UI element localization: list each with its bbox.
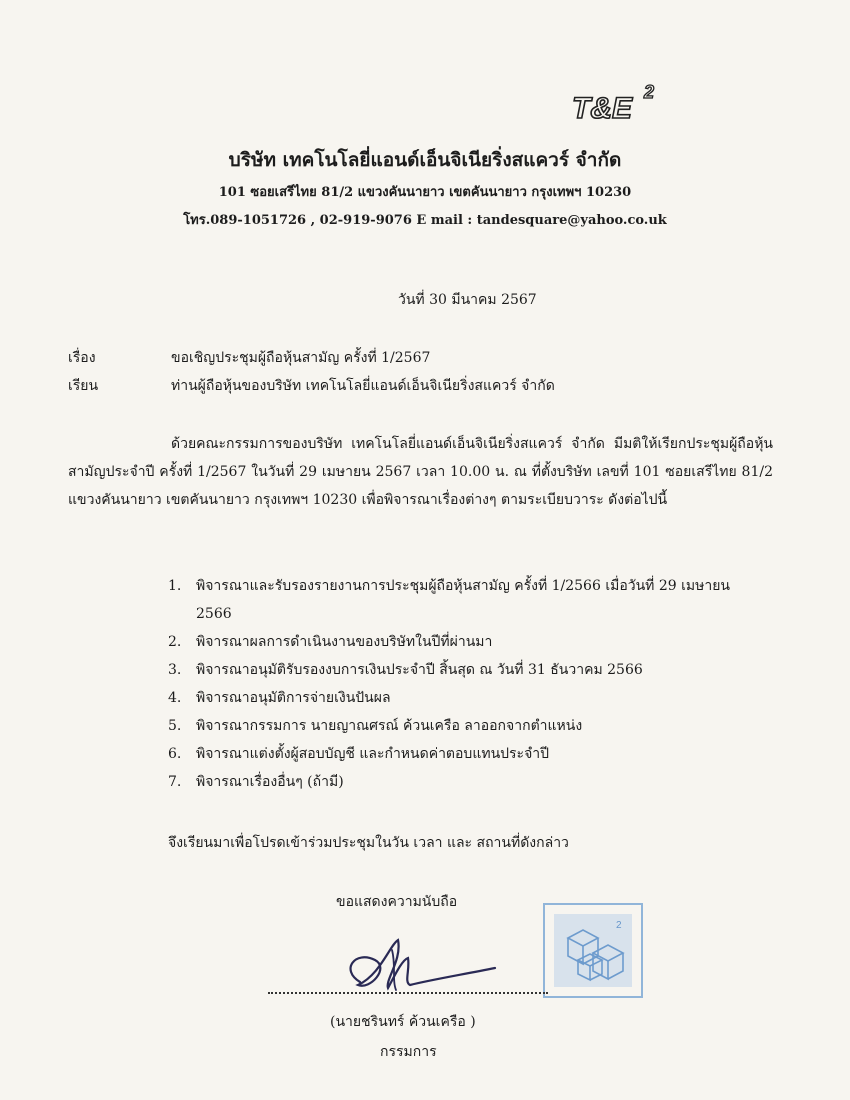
agenda-item: [168, 712, 758, 740]
agenda-item: [168, 768, 758, 796]
svg-text:2: 2: [616, 920, 622, 931]
company-contact: โทร.089-1051726 , 02-919-9076 E mail : tandesquare@yahoo.co.uk: [183, 213, 667, 228]
logo-superscript: 2: [644, 82, 655, 102]
company-address: 101 ซอยเสรีไทย 81/2 แขวงคันนายาว เขตคันนายาว กรุงเทพฯ 10230: [218, 185, 632, 200]
company-seal-icon: [538, 898, 648, 1003]
recipient-text: ท่านผู้ถือหุ้นของบริษัท เทคโนโลยี่แอนด์เอ็นจิเนียริ่งสแควร์ จำกัด: [171, 378, 555, 394]
agenda-item: [168, 740, 758, 768]
closing-line: จึงเรียนมาเพื่อโปรดเข้าร่วมประชุมในวัน เวลา และ สถานที่ดังกล่าว: [168, 835, 569, 851]
agenda-text: พิจารณาอนุมัติการจ่ายเงินปันผล: [196, 690, 391, 706]
agenda-number: 5.: [168, 718, 182, 734]
signature-line: [268, 992, 548, 994]
company-name: บริษัท เทคโนโลยี่แอนด์เอ็นจิเนียริ่งสแควร์ จำกัด: [228, 149, 622, 171]
agenda-text: พิจารณาผลการดำเนินงานของบริษัทในปีที่ผ่านมา: [196, 634, 493, 650]
agenda-text: พิจารณาแต่งตั้งผู้สอบบัญชี และกำหนดค่าตอบแทนประจำปี: [196, 746, 550, 762]
logo-text: T&E: [572, 92, 632, 125]
agenda-text: พิจารณากรรมการ นายญาณศรณ์ ค้วนเครือ ลาออกจากตำแหน่ง: [196, 718, 583, 734]
letter-date: วันที่ 30 มีนาคม 2567: [398, 292, 537, 308]
recipient-label: เรียน: [68, 378, 99, 394]
regards-line: ขอแสดงความนับถือ: [336, 894, 458, 910]
subject-text: ขอเชิญประชุมผู้ถือหุ้นสามัญ ครั้งที่ 1/2567: [171, 350, 431, 366]
agenda-list: [168, 572, 758, 796]
agenda-item: [168, 572, 758, 628]
agenda-number: 4.: [168, 690, 182, 706]
signer-name: (นายชรินทร์ ค้วนเครือ ): [330, 1014, 476, 1030]
agenda-number: 6.: [168, 746, 182, 762]
agenda-number: 3.: [168, 662, 182, 678]
agenda-item: [168, 656, 758, 684]
agenda-item: [168, 684, 758, 712]
body-paragraph: ด้วยคณะกรรมการของบริษัท เทคโนโลยี่แอนด์เอ็นจิเนียริ่งสแควร์ จำกัด มีมติให้เรียกประชุมผู้ถือหุ้นสามัญประจำปี ครั้งที่ 1/2567 ในวันที่ 29 เมษายน 2567 เวลา 10.00 น. ณ ที่ตั้งบริษัท เลขที่ 101 ซอยเสรีไทย 81/2 แขวงคันนายาว เขตคันนายาว กรุงเทพฯ 10230 เพื่อพิจารณาเรื่องต่างๆ ตามระเบียบวาระ ดังต่อไปนี้: [68, 436, 773, 508]
subject-label: เรื่อง: [68, 350, 96, 366]
agenda-item: [168, 628, 758, 656]
agenda-text: พิจารณาและรับรองรายงานการประชุมผู้ถือหุ้นสามัญ ครั้งที่ 1/2566 เมื่อวันที่ 29 เมษายน 2566: [196, 578, 730, 622]
handwritten-signature-icon: [330, 930, 510, 1000]
company-logo-icon: [570, 78, 665, 133]
agenda-number: 2.: [168, 634, 182, 650]
agenda-text: พิจารณาอนุมัติรับรองงบการเงินประจำปี สิ้นสุด ณ วันที่ 31 ธันวาคม 2566: [196, 662, 643, 678]
agenda-text: พิจารณาเรื่องอื่นๆ (ถ้ามี): [196, 774, 344, 790]
agenda-number: 7.: [168, 774, 182, 790]
signer-title: กรรมการ: [380, 1044, 437, 1060]
agenda-number: 1.: [168, 578, 182, 594]
